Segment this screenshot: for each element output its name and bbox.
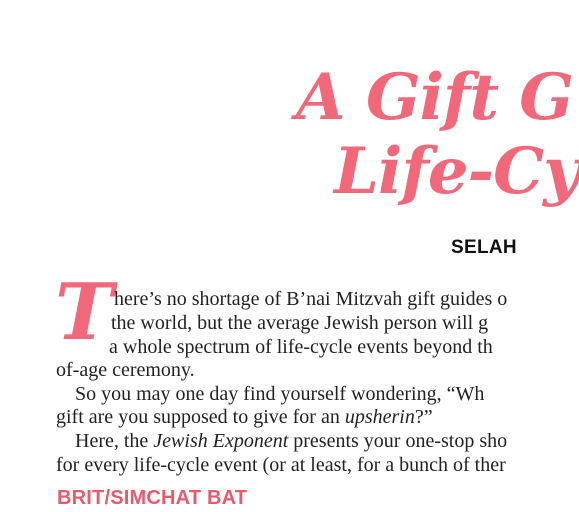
italic-run: Jewish Exponent [153, 430, 289, 452]
article-title-line-1: A Gift G [296, 60, 573, 135]
article-title-line-2: Life-Cy [334, 134, 579, 209]
body-line: here’s no shortage of B’nai Mitzvah gift guides o [114, 288, 508, 310]
body-line: of-age ceremony. [56, 359, 195, 381]
body-line: for every life-cycle event (or at least, for a bunch of ther [56, 454, 506, 476]
body-line [75, 431, 507, 451]
text-run: ?” [414, 406, 433, 428]
body-line: So you may one day find yourself wondering, “Wh [75, 383, 485, 405]
body-line [56, 407, 433, 427]
drop-cap: T [55, 267, 114, 358]
text-run: presents your one-stop sho [288, 430, 508, 452]
body-line: the world, but the average Jewish person will g [111, 312, 489, 334]
author-byline: SELAH [451, 237, 517, 258]
section-heading: BRIT/SIMCHAT BAT [57, 487, 248, 509]
text-run: Here, the [75, 430, 154, 452]
body-line: a whole spectrum of life-cycle events beyond th [109, 336, 493, 358]
italic-run: upsherin [344, 406, 415, 428]
text-run: gift are you supposed to give for an [56, 406, 345, 428]
